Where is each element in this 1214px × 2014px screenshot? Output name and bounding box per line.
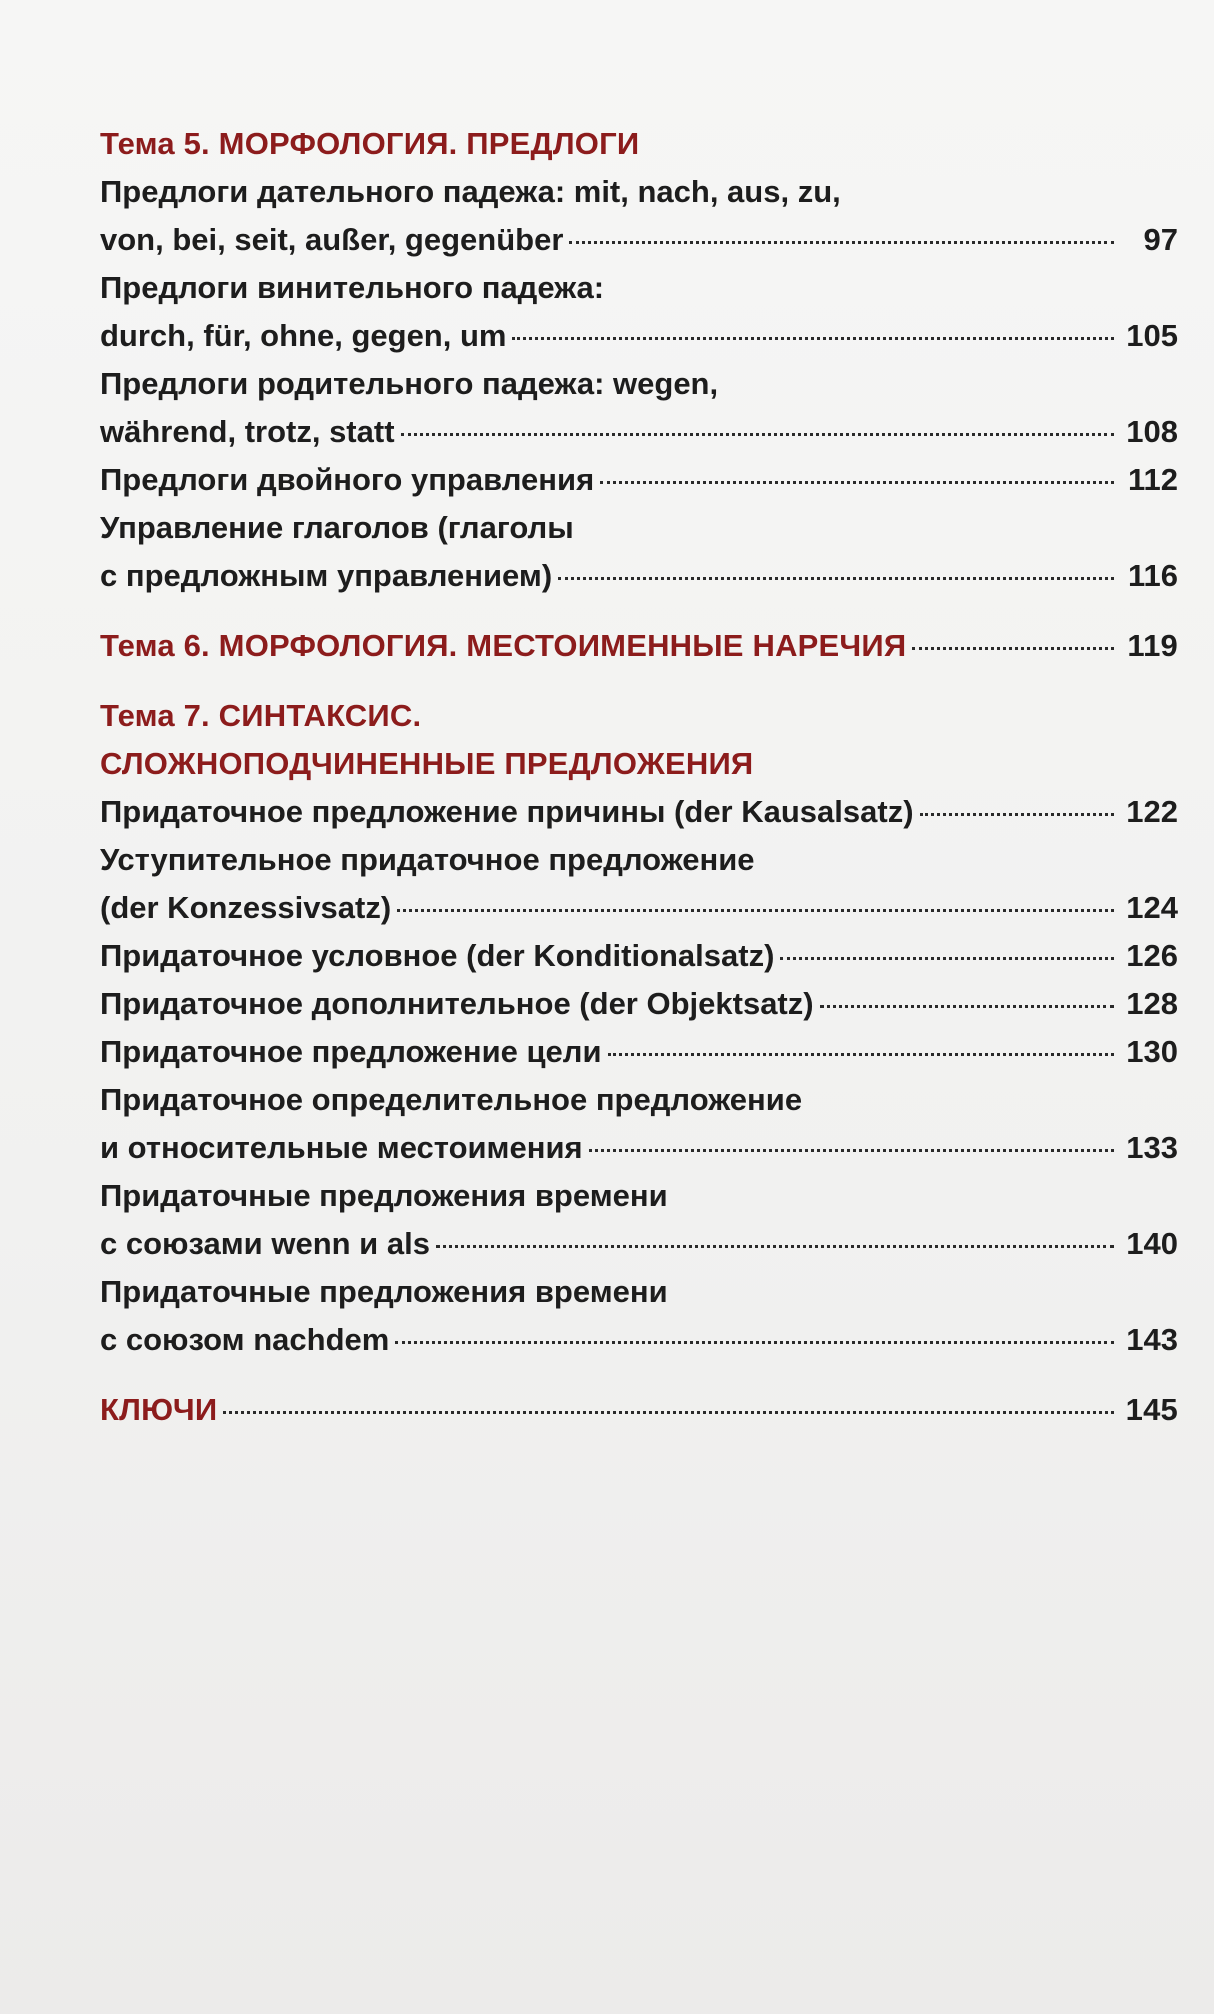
- leader-dots: [600, 481, 1114, 484]
- entry-text: Предлоги дательного падежа: mit, nach, aus, zu,: [100, 174, 841, 209]
- section-topic-6[interactable]: [100, 622, 1178, 670]
- entry-text: Уступительное придаточное предложение: [100, 842, 755, 877]
- toc-entry[interactable]: [100, 1028, 1178, 1076]
- section-keys[interactable]: [100, 1386, 1178, 1434]
- leader-dots: [401, 433, 1114, 436]
- toc-entry[interactable]: [100, 980, 1178, 1028]
- section-title-line-2: СЛОЖНОПОДЧИНЕННЫЕ ПРЕДЛОЖЕНИЯ: [100, 746, 754, 781]
- entry-text: Предлоги родительного падежа: wegen,: [100, 366, 719, 401]
- leader-dots: [223, 1411, 1114, 1414]
- entry-text: с союзом nachdem: [100, 1322, 390, 1357]
- toc-entry[interactable]: [100, 264, 1178, 360]
- toc-entry[interactable]: [100, 932, 1178, 980]
- entry-text: Предлоги винительного падежа:: [100, 270, 605, 305]
- toc-entry[interactable]: [100, 504, 1178, 600]
- leader-dots: [820, 1005, 1114, 1008]
- page-number: 126: [1126, 938, 1178, 973]
- entry-text: Придаточное определительное предложение: [100, 1082, 803, 1117]
- leader-dots: [608, 1053, 1114, 1056]
- toc-entry[interactable]: [100, 168, 1178, 264]
- entry-text: von, bei, seit, außer, gegenüber: [100, 222, 564, 257]
- entry-text: Придаточное предложение причины (der Kausalsatz): [100, 794, 914, 829]
- toc-entry[interactable]: [100, 788, 1178, 836]
- leader-dots: [780, 957, 1114, 960]
- entry-text: Придаточное предложение цели: [100, 1034, 602, 1069]
- entry-text: (der Konzessivsatz): [100, 890, 392, 925]
- entry-text: durch, für, ohne, gegen, um: [100, 318, 507, 353]
- leader-dots: [395, 1341, 1114, 1344]
- toc-entry[interactable]: [100, 836, 1178, 932]
- entry-text: Придаточное условное (der Konditionalsatz): [100, 938, 775, 973]
- section-topic-5: [100, 120, 1178, 600]
- page-number: 145: [1125, 1392, 1178, 1427]
- entry-text: Придаточные предложения времени: [100, 1274, 668, 1309]
- entry-text: с союзами wenn и als: [100, 1226, 430, 1261]
- entry-text: Придаточные предложения времени: [100, 1178, 668, 1213]
- leader-dots: [436, 1245, 1114, 1248]
- page-number: 124: [1126, 890, 1178, 925]
- toc-entry[interactable]: [100, 360, 1178, 456]
- toc-entry[interactable]: [100, 1076, 1178, 1172]
- entry-text: Управление глаголов (глаголы: [100, 510, 574, 545]
- section-title-line-1: Тема 7. СИНТАКСИС.: [100, 698, 422, 733]
- page-number: 143: [1126, 1322, 1178, 1357]
- toc-entry[interactable]: [100, 1268, 1178, 1364]
- page-number: 122: [1126, 794, 1178, 829]
- leader-dots: [912, 647, 1114, 650]
- toc-entry[interactable]: [100, 1172, 1178, 1268]
- page-number: 133: [1126, 1130, 1178, 1165]
- page-number: 108: [1126, 414, 1178, 449]
- entry-text: Предлоги двойного управления: [100, 462, 595, 497]
- leader-dots: [558, 577, 1114, 580]
- leader-dots: [397, 909, 1114, 912]
- entry-text: Придаточное дополнительное (der Objektsatz): [100, 986, 814, 1021]
- section-title: КЛЮЧИ: [100, 1392, 218, 1427]
- section-topic-7: [100, 692, 1178, 1364]
- leader-dots: [569, 241, 1114, 244]
- table-of-contents: [100, 120, 1178, 1448]
- section-title: Тема 5. МОРФОЛОГИЯ. ПРЕДЛОГИ: [100, 126, 640, 161]
- page-number: 112: [1127, 462, 1178, 497]
- page-number: 105: [1126, 318, 1178, 353]
- leader-dots: [920, 813, 1114, 816]
- leader-dots: [512, 337, 1114, 340]
- section-title: Тема 6. МОРФОЛОГИЯ. МЕСТОИМЕННЫЕ НАРЕЧИЯ: [100, 628, 907, 663]
- page-number: 119: [1127, 628, 1178, 663]
- entry-text: während, trotz, statt: [100, 414, 395, 449]
- leader-dots: [589, 1149, 1114, 1152]
- entry-text: и относительные местоимения: [100, 1130, 583, 1165]
- page-number: 130: [1126, 1034, 1178, 1069]
- page-number: 140: [1126, 1226, 1178, 1261]
- page-number: 97: [1143, 222, 1178, 257]
- entry-text: с предложным управлением): [100, 558, 553, 593]
- page-number: 128: [1126, 986, 1178, 1021]
- toc-entry[interactable]: [100, 456, 1178, 504]
- page-number: 116: [1127, 558, 1178, 593]
